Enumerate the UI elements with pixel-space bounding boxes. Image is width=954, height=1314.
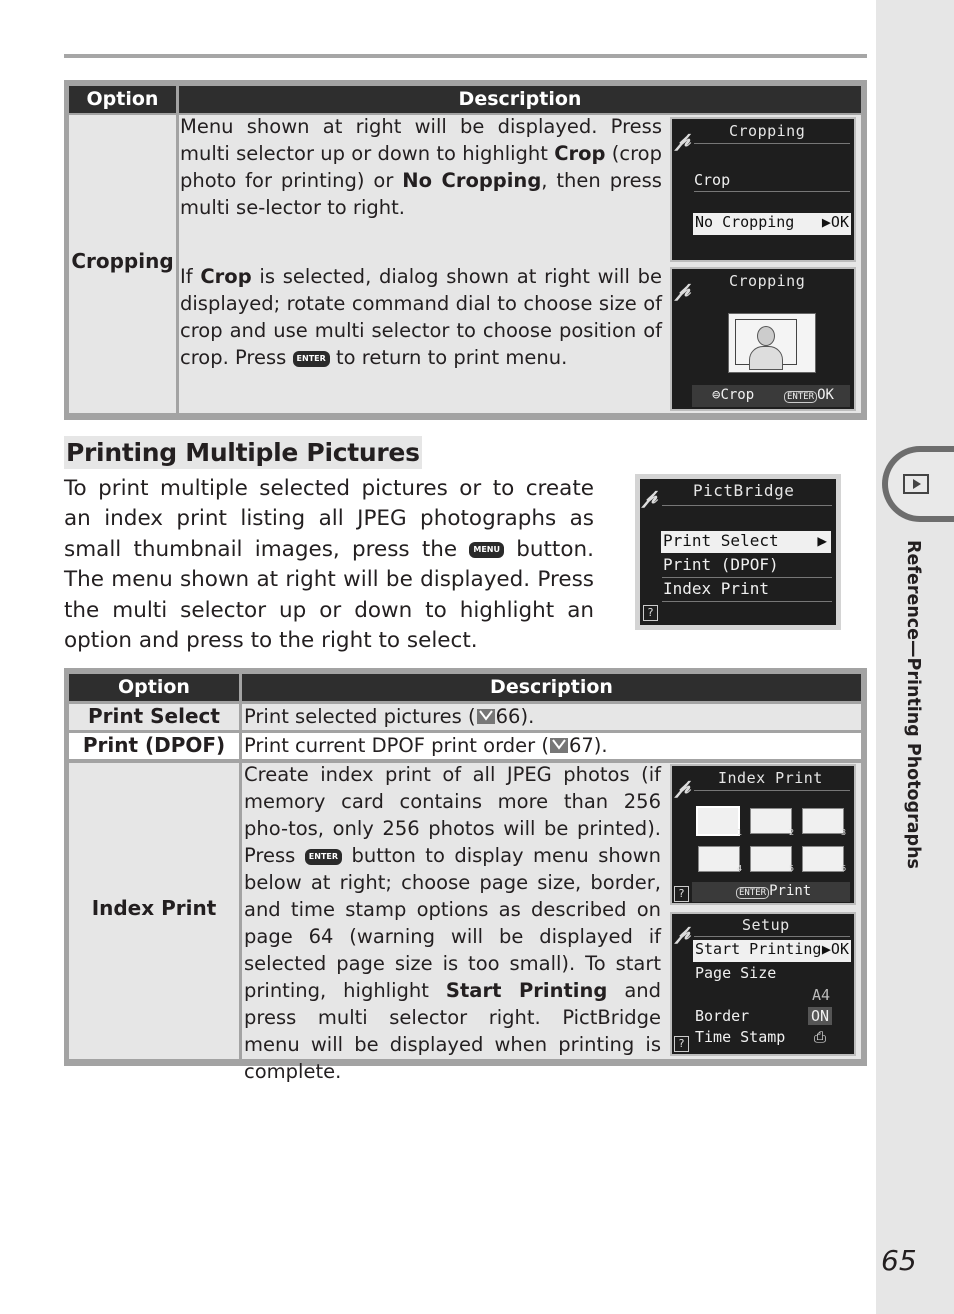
cropping-item-crop[interactable]: Crop	[694, 171, 731, 189]
row-print-select-desc	[242, 704, 861, 730]
enter-button-icon: ENTER	[293, 351, 330, 367]
section-title: Printing Multiple Pictures	[66, 438, 420, 467]
setup-item-time-stamp[interactable]: Time Stamp	[695, 1028, 786, 1046]
cropping-menu-screen	[670, 117, 856, 262]
thumbnail-number: 4	[737, 864, 743, 873]
thumbnail[interactable]	[802, 808, 844, 834]
thumbnail[interactable]	[696, 806, 743, 837]
thumbnail[interactable]	[698, 846, 743, 873]
divider	[662, 505, 832, 506]
right-arrow-icon: ▶	[817, 531, 827, 550]
thumbnail[interactable]	[750, 846, 795, 873]
index-footer: ENTER Print	[736, 883, 811, 899]
side-tab-label: Reference—Printing Photographs	[903, 540, 923, 869]
command-dial-icon: ⊜	[712, 387, 721, 403]
playback-icon	[903, 474, 929, 494]
option-print-dpof: Print (DPOF)	[82, 733, 226, 757]
pictbridge-logo-icon: 𝓅	[676, 277, 691, 301]
table1-option-cell	[69, 115, 176, 413]
divider	[694, 143, 850, 144]
crop-preview-screen	[670, 267, 856, 411]
thumbnail-number: 6	[841, 864, 847, 873]
index-print-screen	[670, 764, 856, 905]
crop-footer-left: ⊜Crop	[712, 387, 755, 403]
setup-screen	[670, 912, 856, 1056]
pictbridge-item-index-print[interactable]: Index Print	[663, 579, 769, 598]
option-index-print: Index Print	[91, 896, 217, 920]
divider	[694, 191, 850, 192]
pictbridge-item-print-select[interactable]: Print Select ▶	[661, 531, 831, 553]
pictbridge-item-print-dpof[interactable]: Print (DPOF)	[663, 555, 779, 574]
table1-header-option: Option	[69, 86, 176, 113]
row-print-select-option	[69, 704, 239, 730]
option-print-select: Print Select	[88, 704, 220, 728]
pictbridge-menu-screen	[635, 474, 841, 630]
divider	[694, 790, 850, 791]
cropping-item-no-cropping[interactable]: No Cropping ▶OK	[693, 213, 851, 235]
help-icon[interactable]: ?	[674, 886, 689, 902]
page-reference-icon	[476, 707, 496, 725]
pictbridge-logo-icon: 𝓅	[676, 774, 691, 798]
page-reference-icon	[549, 736, 569, 754]
help-icon[interactable]: ?	[643, 605, 658, 621]
setup-value-border: ON	[808, 1007, 832, 1025]
help-icon[interactable]: ?	[674, 1036, 689, 1052]
table1-option-cropping: Cropping	[71, 249, 174, 273]
setup-item-start-printing[interactable]: Start Printing ▶OK	[693, 940, 851, 962]
crop-preview-image	[728, 313, 816, 373]
enter-button-icon: ENTER	[784, 391, 817, 403]
crop-preview-title: Cropping	[729, 272, 806, 290]
row-index-print-option	[69, 763, 239, 1059]
setup-title: Setup	[742, 916, 790, 934]
setup-value-page-size: A4	[812, 986, 831, 1004]
index-print-title: Index Print	[718, 769, 823, 787]
setup-item-border[interactable]: Border	[695, 1007, 750, 1025]
table1-para1: Menu shown at right will be displayed. Press multi selector up or down to highlight Crop (crop photo for printing) or No Cropping, then press multi se-lector to right.	[180, 115, 662, 219]
desc-index-print: Create index print of all JPEG photos (if memory card contains more than 256 pho-tos, only 256 photos will be printed). Press ENTER button to display menu shown below at right; choose page size, border, and time stamp options as described on page 64 (warning will be displayed if selected page size is too small). To start printing, highlight Start Printing and press multi selector right. PictBridge menu will be displayed when printing is complete.	[244, 763, 662, 1083]
enter-button-icon: ENTER	[736, 887, 769, 899]
page-number: 65	[881, 1244, 917, 1277]
table1-header-description: Description	[179, 86, 861, 113]
desc-print-dpof: Print current DPOF print order ( 67).	[244, 734, 608, 757]
table2-header-description: Description	[242, 674, 861, 701]
pictbridge-logo-icon: 𝓅	[643, 484, 658, 508]
divider	[662, 577, 832, 578]
pictbridge-title: PictBridge	[693, 481, 795, 500]
divider	[662, 601, 832, 602]
section-paragraph: To print multiple selected pictures or to create an index print listing all JPEG photographs as small thumbnail images, press the MENU button. The menu shown at right will be displayed. Press the multi selector up or down to highlight an option and press to the right to select.	[64, 476, 594, 654]
table2-header-option: Option	[69, 674, 239, 701]
top-rule	[64, 54, 867, 58]
pictbridge-logo-icon: 𝓅	[676, 127, 691, 151]
row-print-dpof-option	[69, 733, 239, 759]
setup-item-page-size[interactable]: Page Size	[695, 964, 777, 982]
thumbnail-number: 3	[841, 828, 847, 837]
desc-print-select: Print selected pictures ( 66).	[244, 705, 535, 728]
crop-footer-right: ENTER OK	[784, 387, 834, 403]
table1-para2: If Crop is selected, dialog shown at right will be displayed; rotate command dial to choose size of crop and use multi selector to choose position of crop. Press ENTER to return to print menu.	[180, 265, 662, 369]
row-print-dpof-desc	[242, 733, 861, 759]
setup-value-time-stamp: ⎙	[814, 1028, 827, 1046]
thumbnail[interactable]	[750, 808, 792, 834]
pictbridge-logo-icon: 𝓅	[676, 920, 691, 944]
divider	[694, 936, 850, 937]
thumbnail-number: 5	[789, 864, 795, 873]
thumbnail-number: 1	[737, 828, 743, 837]
thumbnail-number: 2	[789, 828, 795, 837]
thumbnail[interactable]	[802, 846, 847, 873]
cropping-menu-title: Cropping	[729, 122, 806, 140]
enter-button-icon: ENTER	[305, 849, 342, 865]
menu-button-icon: MENU	[469, 542, 504, 558]
